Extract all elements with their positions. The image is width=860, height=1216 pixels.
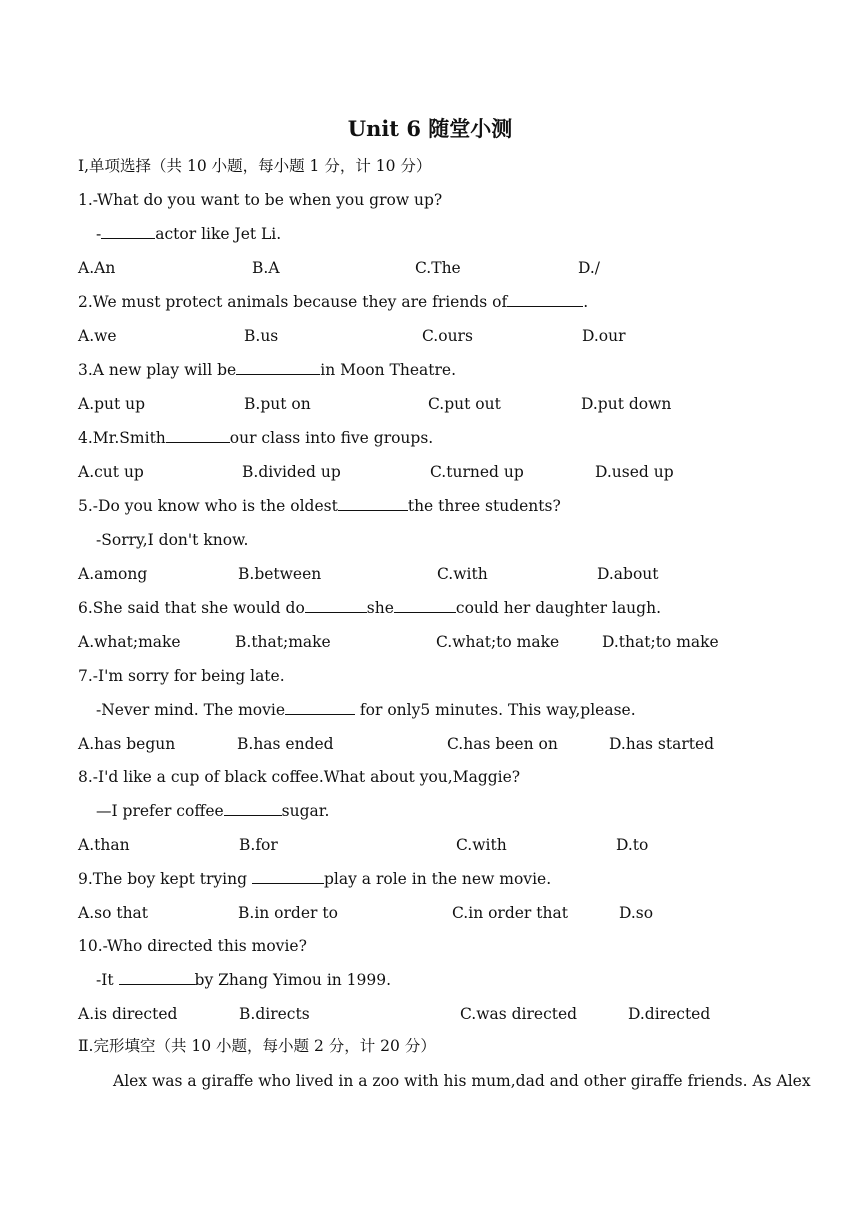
section-1-heading: Ⅰ,单项选择（共 10 小题，每小题 1 分，计 10 分） xyxy=(78,157,432,175)
option-b[interactable]: B.us xyxy=(244,327,279,345)
question-2-stem: 2.We must protect animals because they are friends of . xyxy=(78,293,589,311)
option-b[interactable]: B.that;make xyxy=(235,633,331,651)
cloze-passage: Alex was a giraffe who lived in a zoo with his mum,dad and other giraffe friends. As Alex xyxy=(113,1072,811,1090)
option-d[interactable]: D.put down xyxy=(581,395,672,413)
option-b[interactable]: B.put on xyxy=(244,395,311,413)
option-b[interactable]: B.A xyxy=(252,259,280,277)
option-b[interactable]: B.in order to xyxy=(238,904,338,922)
answer-blank[interactable] xyxy=(507,292,583,307)
option-c[interactable]: C.was directed xyxy=(460,1005,578,1023)
option-d[interactable]: D./ xyxy=(578,259,601,277)
option-c[interactable]: C.in order that xyxy=(452,904,568,922)
answer-blank[interactable] xyxy=(119,970,195,985)
option-d[interactable]: D.used up xyxy=(595,463,674,481)
option-a[interactable]: A.we xyxy=(78,327,117,345)
question-8-stem: 8.-I'd like a cup of black coffee.What about you,Maggie? xyxy=(78,768,521,786)
answer-blank[interactable] xyxy=(394,598,456,613)
option-c[interactable]: C.what;to make xyxy=(436,633,560,651)
answer-blank[interactable] xyxy=(285,700,355,715)
question-6-stem: 6.She said that she would do she could her daughter laugh. xyxy=(78,599,662,617)
option-a[interactable]: A.has begun xyxy=(78,735,176,753)
question-7-answer-line: -Never mind. The movie for only5 minutes. This way,please. xyxy=(96,701,636,719)
question-7-stem: 7.-I'm sorry for being late. xyxy=(78,667,285,685)
option-a[interactable]: A.An xyxy=(78,259,116,277)
page-title: Unit 6 随堂小测 xyxy=(347,116,513,141)
option-c[interactable]: C.The xyxy=(415,259,461,277)
option-d[interactable]: D.so xyxy=(619,904,654,922)
option-a[interactable]: A.among xyxy=(78,565,148,583)
option-a[interactable]: A.what;make xyxy=(78,633,181,651)
question-5-stem: 5.-Do you know who is the oldest the three students? xyxy=(78,497,561,515)
answer-blank[interactable] xyxy=(101,224,155,239)
question-3-stem: 3.A new play will be in Moon Theatre. xyxy=(78,361,457,379)
option-a[interactable]: A.put up xyxy=(78,395,146,413)
question-6-options xyxy=(78,632,778,652)
section-2-heading: Ⅱ.完形填空（共 10 小题，每小题 2 分，计 20 分） xyxy=(78,1037,436,1055)
answer-blank[interactable] xyxy=(236,360,320,375)
option-d[interactable]: D.to xyxy=(616,836,649,854)
option-c[interactable]: C.put out xyxy=(428,395,501,413)
option-c[interactable]: C.has been on xyxy=(447,735,558,753)
option-d[interactable]: D.that;to make xyxy=(602,633,719,651)
option-a[interactable]: A.is directed xyxy=(78,1005,178,1023)
answer-blank[interactable] xyxy=(224,801,282,816)
option-a[interactable]: A.cut up xyxy=(78,463,144,481)
option-c[interactable]: C.with xyxy=(437,565,488,583)
option-d[interactable]: D.directed xyxy=(628,1005,711,1023)
option-b[interactable]: B.directs xyxy=(239,1005,310,1023)
question-4-options xyxy=(78,462,778,482)
question-5-answer-line: -Sorry,I don't know. xyxy=(96,531,249,549)
option-c[interactable]: C.ours xyxy=(422,327,473,345)
question-10-answer-line: -It by Zhang Yimou in 1999. xyxy=(96,971,392,989)
question-8-options xyxy=(78,835,778,855)
question-1-answer-line: - actor like Jet Li. xyxy=(96,225,282,243)
question-5-options xyxy=(78,564,778,584)
option-d[interactable]: D.has started xyxy=(609,735,715,753)
question-9-options xyxy=(78,903,778,923)
question-1-stem: 1.-What do you want to be when you grow up? xyxy=(78,191,443,209)
answer-blank[interactable] xyxy=(338,496,408,511)
option-d[interactable]: D.our xyxy=(582,327,626,345)
option-b[interactable]: B.divided up xyxy=(242,463,341,481)
question-7-options xyxy=(78,734,778,754)
answer-blank[interactable] xyxy=(166,428,230,443)
option-a[interactable]: A.so that xyxy=(78,904,149,922)
question-2-options xyxy=(78,326,778,346)
question-8-answer-line: —I prefer coffee sugar. xyxy=(96,802,330,820)
option-d[interactable]: D.about xyxy=(597,565,659,583)
option-b[interactable]: B.for xyxy=(239,836,278,854)
question-3-options xyxy=(78,394,778,414)
question-1-options xyxy=(78,258,778,278)
option-a[interactable]: A.than xyxy=(78,836,130,854)
option-b[interactable]: B.has ended xyxy=(237,735,334,753)
question-10-stem: 10.-Who directed this movie? xyxy=(78,937,307,955)
question-4-stem: 4.Mr.Smith our class into five groups. xyxy=(78,429,434,447)
option-b[interactable]: B.between xyxy=(238,565,322,583)
question-9-stem: 9.The boy kept trying play a role in the new movie. xyxy=(78,870,552,888)
question-10-options xyxy=(78,1004,778,1024)
answer-blank[interactable] xyxy=(305,598,367,613)
option-c[interactable]: C.with xyxy=(456,836,507,854)
option-c[interactable]: C.turned up xyxy=(430,463,524,481)
answer-blank[interactable] xyxy=(252,869,324,884)
